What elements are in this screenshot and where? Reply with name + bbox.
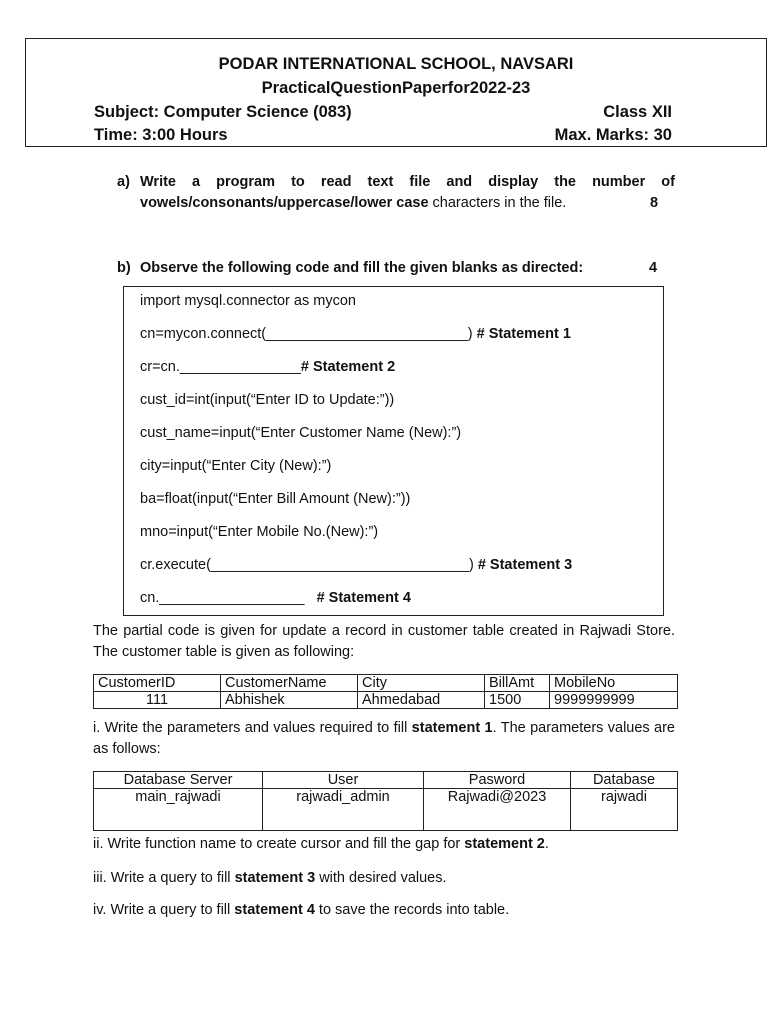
code-line: cr.execute(________________________________) # Statement 3 — [140, 557, 573, 573]
code-line: cr=cn._______________# Statement 2 — [140, 359, 396, 375]
time-row — [94, 126, 672, 145]
table-header: CustomerID — [94, 675, 221, 692]
table-cell: 9999999999 — [550, 692, 678, 709]
table-header: CustomerName — [221, 675, 358, 692]
code-line: ba=float(input(“Enter Bill Amount (New):”)) — [140, 491, 411, 507]
sub-question-iii: iii. Write a query to fill statement 3 with desired values. — [93, 870, 447, 886]
question-b-label: b) — [117, 260, 131, 276]
table-header: Pasword — [424, 772, 571, 789]
table-header: User — [263, 772, 424, 789]
subject: Subject: Computer Science (083) — [94, 103, 352, 121]
code-line: cn=mycon.connect(_________________________) # Statement 1 — [140, 326, 571, 342]
question-a-bold: vowels/consonants/uppercase/lower case — [140, 195, 429, 211]
question-b-marks: 4 — [649, 260, 658, 276]
table-row — [94, 692, 678, 709]
code-box — [123, 286, 664, 616]
table-header: Database — [571, 772, 678, 789]
table-cell: Rajwadi@2023 — [424, 789, 571, 831]
time-label: Time: 3:00 Hours — [94, 126, 228, 144]
header-box — [25, 38, 767, 147]
table-header-row — [94, 772, 678, 789]
sub-question-i: i. Write the parameters and values required to fill statement 1. The parameters values are as follows: — [93, 720, 675, 757]
code-line: city=input(“Enter City (New):”) — [140, 458, 332, 474]
question-a-line1: Write a program to read text file and display the number of — [140, 174, 675, 190]
table-cell: main_rajwadi — [94, 789, 263, 831]
table-cell: rajwadi — [571, 789, 678, 831]
question-b — [117, 258, 675, 280]
question-a-rest: characters in the file. — [432, 195, 567, 211]
params-table — [93, 771, 678, 831]
code-line: cust_name=input(“Enter Customer Name (New):”) — [140, 425, 462, 441]
question-a-label: a) — [117, 174, 130, 190]
code-line: mno=input(“Enter Mobile No.(New):”) — [140, 524, 379, 540]
table-header: City — [358, 675, 485, 692]
partial-code-text: The partial code is given for update a record in customer table created in Rajwadi Store. The customer table is given as following: — [93, 623, 675, 660]
table-header-row — [94, 675, 678, 692]
class-label: Class XII — [603, 103, 672, 121]
subject-row — [94, 103, 672, 122]
table-cell: Ahmedabad — [358, 692, 485, 709]
customer-table — [93, 674, 678, 709]
question-a — [117, 172, 675, 216]
table-cell: Abhishek — [221, 692, 358, 709]
table-cell: rajwadi_admin — [263, 789, 424, 831]
table-row — [94, 789, 678, 831]
sub-question-iv: iv. Write a query to fill statement 4 to save the records into table. — [93, 902, 510, 918]
table-header: BillAmt — [485, 675, 550, 692]
school-name: PODAR INTERNATIONAL SCHOOL, NAVSARI — [218, 55, 574, 73]
max-marks: Max. Marks: 30 — [554, 126, 672, 144]
code-line: cn.__________________ # Statement 4 — [140, 590, 411, 606]
paper-title: PracticalQuestionPaperfor2022-23 — [261, 79, 531, 97]
table-header: Database Server — [94, 772, 263, 789]
table-cell: 1500 — [485, 692, 550, 709]
code-line: import mysql.connector as mycon — [140, 293, 356, 309]
table-header: MobileNo — [550, 675, 678, 692]
question-b-text: Observe the following code and fill the given blanks as directed: — [140, 260, 584, 276]
sub-question-ii: ii. Write function name to create cursor and fill the gap for statement 2. — [93, 836, 549, 852]
code-line: cust_id=int(input(“Enter ID to Update:”)) — [140, 392, 395, 408]
table-cell: 111 — [94, 692, 221, 709]
question-a-marks: 8 — [650, 195, 659, 211]
